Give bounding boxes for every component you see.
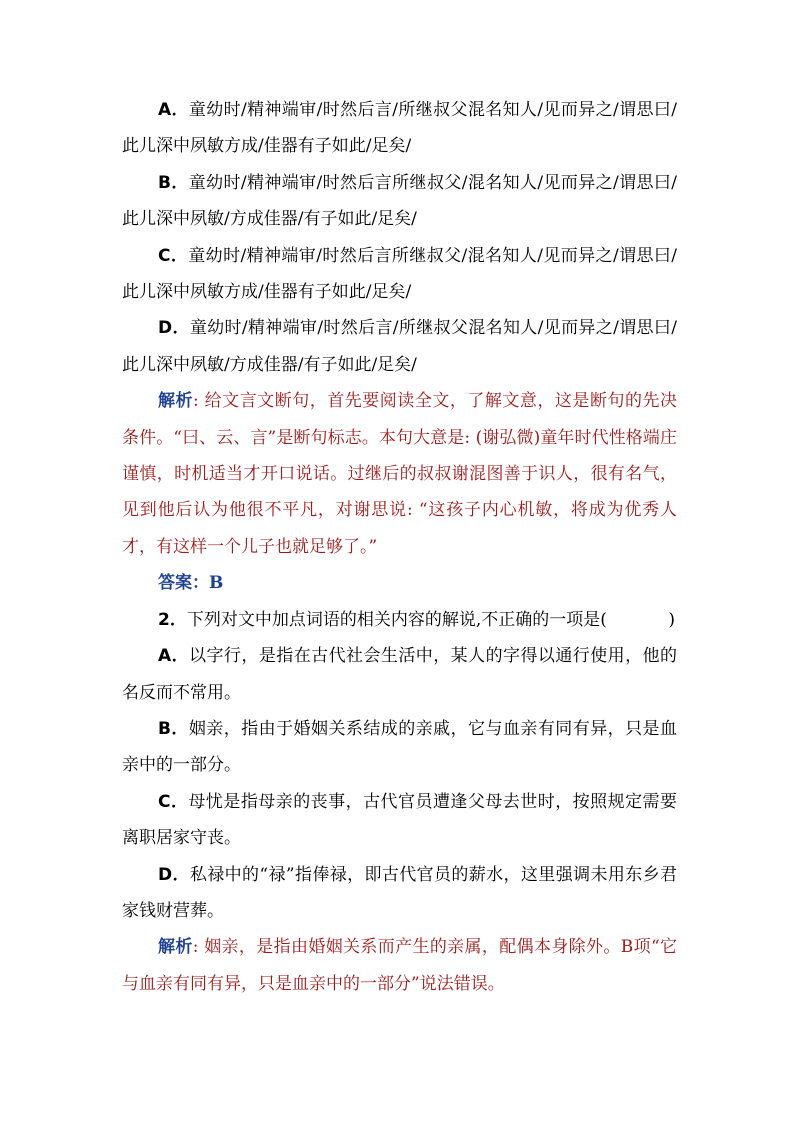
- option-text: 母忧是指母亲的丧事，古代官员遭逢父母去世时，按照规定需要离职居家守丧。: [122, 791, 678, 849]
- option-text: 童幼时/精神端审/时然后言所继叔父/混名知人/见而异之/谓思曰/此儿深中夙敏方成/佳器有子如此/足矣/: [122, 245, 677, 303]
- option-label: B．: [158, 718, 189, 739]
- question-text: 下列对文中加点词语的相关内容的解说,不正确的一项是(: [186, 609, 607, 630]
- option-text: 姻亲，指由于婚姻关系结成的亲戚，它与血亲有同有异，只是血亲中的一部分。: [122, 718, 677, 776]
- option-label: C．: [158, 245, 189, 266]
- analysis-1: [122, 383, 677, 565]
- answer-1: [122, 565, 677, 601]
- q1-option-a: [122, 92, 677, 165]
- analysis-2: [122, 929, 677, 1002]
- question-2: [122, 602, 677, 638]
- q1-option-b: [122, 165, 677, 238]
- question-close-paren: ): [668, 609, 675, 630]
- q2-option-b: [122, 711, 677, 784]
- analysis-text: : 给文言文断句，首先要阅读全文，了解文意，这是断句的先决条件。“曰、云、言”是断句标志。本句大意是: (谢弘微)童年时代性格端庄谨慎，时机适当才开口说话。过继后的叔叔谢混图善于识人，很有名气，见到他后认为他很不平凡，对谢思说: “这孩子内心机敏，将成为优秀人才，有这样一个儿子也就足够了。”: [122, 391, 677, 557]
- option-label: A．: [158, 100, 189, 120]
- option-label: A．: [158, 646, 190, 667]
- option-label: D．: [158, 318, 190, 339]
- option-label: D．: [158, 864, 190, 885]
- q2-option-d: [122, 857, 677, 930]
- q1-option-c: [122, 238, 677, 311]
- answer-value: B: [209, 573, 224, 594]
- analysis-label: 解析: [158, 937, 193, 958]
- q1-option-d: [122, 310, 677, 383]
- option-text: 童幼时/精神端审/时然后言/所继叔父混名知人/见而异之/谓思曰/此儿深中夙敏方成/佳器有子如此/足矣/: [122, 100, 677, 157]
- q2-option-a: [122, 638, 677, 711]
- q2-option-c: [122, 784, 677, 857]
- option-text: 私禄中的“禄”指俸禄，即古代官员的薪水，这里强调未用东乡君家钱财营葬。: [122, 864, 677, 921]
- document-page: [122, 92, 677, 1002]
- answer-colon: ：: [192, 573, 209, 594]
- option-label: B．: [158, 172, 189, 193]
- analysis-text: : 姻亲，是指由婚姻关系而产生的亲属，配偶本身除外。B项“它与血亲有同有异，只是血亲中的一部分”说法错误。: [122, 937, 677, 994]
- option-text: 童幼时/精神端审/时然后言所继叔父/混名知人/见而异之/谓思曰/此儿深中夙敏/方成佳器/有子如此/足矣/: [122, 172, 677, 230]
- answer-label: 答案: [158, 573, 192, 594]
- question-number: 2．: [158, 609, 187, 630]
- option-text: 童幼时/精神端审/时然后言/所继叔父混名知人/见而异之/谓思曰/此儿深中夙敏/方成佳器/有子如此/足矣/: [122, 318, 677, 375]
- analysis-label: 解析: [158, 391, 194, 412]
- option-text: 以字行，是指在古代社会生活中，某人的字得以通行使用，他的名反而不常用。: [122, 646, 677, 703]
- option-label: C．: [158, 791, 189, 812]
